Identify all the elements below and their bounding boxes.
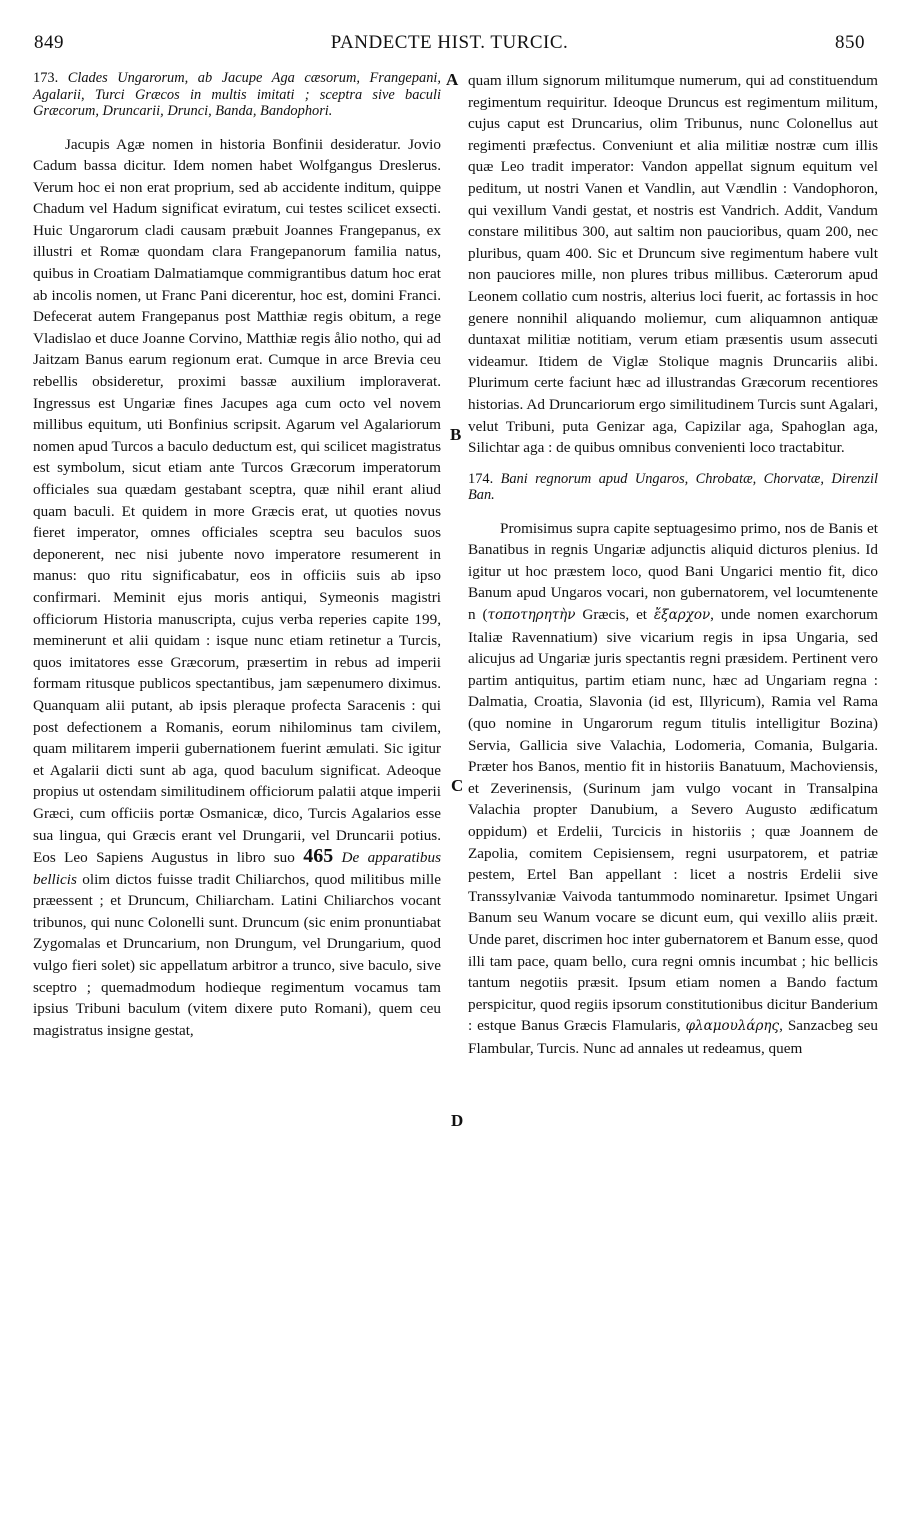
right-column bbox=[468, 70, 878, 1060]
running-title: PANDECTE HIST. TURCIC. bbox=[330, 32, 569, 53]
paragraph-text: , Sanzacbeg seu Flambular, Turcis. Nunc ad annales ut redeamus, quem bbox=[468, 1017, 878, 1057]
margin-letter-a: A bbox=[446, 70, 459, 89]
section-title: Bani regnorum apud Ungaros, Chrobatæ, Chorvatæ, Direnzil Ban. bbox=[468, 470, 878, 504]
section-heading-173 bbox=[33, 70, 441, 120]
margin-letter-d: D bbox=[451, 1111, 464, 1130]
paragraph-text: , unde nomen exarchorum Italiæ Ravennatium) sive vicarium regis in ipsa Ungaria, sed alicujus ad Ungariæ juris spectantis regni præsidem. Pertinent vero partim antiquitus, partim etiam nunc, hæc ad Ungariam regna : Dalmatia, Croatia, Slavonia (id est, Illyricum), Ramia vel Rama (quo nomine in Ungarorum regum titulis intelligitur Bozina) Servia, Gallicia sive Valachia, Lodomeria, Comania, Bulgaria. Præter hos Banos, mentio fit in historiis Banatuum, Machoviensis, et Zeverinensis, (Surinum jam vulgo vocant in Transalpina Valachia propter Danubium, a Severo Augusto ædificatum oppidum) et Erdelii, Turcicis in historiis ; quæ Joannem de Zapolia, comitem Cepisiensem, regni usurpatorem, et patriæ pestem, Ertel Ban appellant : licet a nostris Erdelii sive Transsylvaniæ Vaivoda tantummodo nominaretur. Ipsimet Ungari Banum seu Wanum vocare se dicunt eum, qui vexillo aliis præit. Unde paret, discrimen hoc inter gubernatorem et Banum esse, quod illi tam pace, quam bello, cura regni omnis incumbat ; hic bellicis tantum negotiis præsit. Ipsum etiam nomen a Bando factum perspicitur, quod regiis ipsorum constitutionibus dicitur Banderium : estque Banus Græcis Flamularis, bbox=[468, 606, 878, 1035]
margin-letter-b: B bbox=[450, 425, 462, 444]
page-number-right: 850 bbox=[835, 32, 865, 53]
left-column bbox=[33, 70, 441, 1041]
greek-term: ἔξαρχον bbox=[653, 607, 711, 624]
paragraph-text: quam illum signorum militumque numerum, qui ad constituendum regimentum requiritur. Ideoque Druncus est regimentum militum, cujus caput est Druncarius, olim Tribunus, nunc Colonellus aut regimenti præfectus. Conveniunt et alia militiæ nostræ cum illis quæ Leo tradit imperator: Vandon appellat signum equitum vel peditum, ut nostri Vanen et Vandlin, aut Vændlin : Vandophoron, qui vexillum Vandi gestat, et nostris est Vandrich. Addit, Vandum constare militibus 300, aut saltim non paucioribus, quam 200, nec pluribus, quam 400. Sic et Druncum sive regimentum habere vult non pauciores mille, non plures tribus millibus. Cæterorum apud Leonem collatio cum nostris, alterius loci fuerit, ac fortassis in hoc genere nonnihil aliquando moliemur, cum aliquamnon antiquæ duntaxat militiæ notitiam, verum etiam præsentis usum assecuti videamur. Itidem de Viglæ Stolique magnis Druncariis alibi. Plurimum certe faciunt hæc ad illustrandas Græcorum recentiores historias. Ad Druncariorum ergo similitudinem Turcis sunt Agalari, velut Tribuni, puta Genizar aga, Capizilar aga, Spahoglan aga, Silichtar aga : de quibus omnibus convenienti loco tractabitur. bbox=[468, 72, 878, 457]
reference-title: De apparatibus bellicis bbox=[33, 849, 441, 888]
reference-number: 465 bbox=[303, 845, 334, 868]
section-number: 174. bbox=[468, 470, 494, 487]
section-number: 173. bbox=[33, 70, 59, 86]
greek-term: φλαμουλάρης bbox=[685, 1018, 780, 1035]
margin-letter-c: C bbox=[451, 776, 464, 795]
paragraph-text: Jacupis Agæ nomen in historia Bonfinii desideratur. Jovio Cadum bassa dicitur. Idem nomen habet Wolfgangus Dreslerus. Verum hoc ei non erat proprium, sed ab accidente inditum, quippe Chadum vel Hadum significat eviratum, cui testes scilicet exsecti. Huic Ungarorum cladi causam præbuit Joannes Frangepanus, ex illustri et Romæ quondam clara Frangepanorum familia natus, quibus in Croatiam Dalmatiamque commigrantibus datum hoc erat ab incolis nomen, ut Franc Pani dicerentur, hoc est, domini Franci. Defecerat autem Frangepanus post Matthiæ regis obitum, a rege Vladislao et duce Joanne Corvino, Matthiæ regis ålio notho, qui ad Jaitzam Banus earum regionum erat. Cumque in arce Brevia ceu rebellis obsideretur, proximi bassæ auxilium imploraverat. Ingressus est Ungariæ fines Jacupes aga cum octo vel novem millibus equitum, uti Bonfinius scripsit. Agarum vel Agalariorum nomen apud Turcos a baculo deductum est, qui scilicet magistratus est symbolum, sicut etiam ante Turcos Græcorum imperatorum officiales sua quædam gestabant sceptra, quæ nihil erant aliud quam baculi. Et quidem in more Græcis erat, ut quoties novus fieret imperator, omnes officiales sceptra seu baculos suos deponerent, nec nisi jubente novo imperatore resumerent in manus: quo ritu significabatur, eos in officiis suis ab ipso confirmari. Meminit ejus moris antiqui, Symeonis magistri officiorum Historia manuscripta, cujus verba reperies capite 199, meminerunt et alii quidam : isque nunc etiam retinetur a Turcis, quos imitatores esse Græcorum, præsertim in rebus ad imperii formam ritusque publicos spectantibus, jam sæpenumero diximus. Quanquam alii putant, ab ipsis pleraque profecta Saracenis : qui post defectionem a Romanis, eorum nihilominus tam civilem, quam militarem imperii gubernationem fuerint æmulati. Sic igitur et Agalarii dicti sunt ab aga, quod baculum significat. Adeoque propius ut ostendam similitudinem officiorum palatii atque imperii Græci, cum officiis portæ Osmanicæ, dico, Turcis Agalarios esse sua lingua, qui Græcis erant vel Drungarii, vel Druncarii potius. Eos Leo Sapiens Augustus in libro suo bbox=[33, 135, 441, 867]
continued-paragraph bbox=[468, 70, 878, 459]
section-title: Clades Ungarorum, ab Jacupe Aga cæsorum, Frangepani, Agalarii, Turci Græcos in multis imitati ; sceptra sive baculi Græcorum, Druncarii, Drunci, Banda, Bandophori. bbox=[33, 70, 441, 119]
running-header bbox=[34, 32, 865, 58]
greek-term: τοποτηρητὴν bbox=[487, 607, 576, 624]
paragraph-text: Promisimus supra capite septuagesimo primo, nos de Banis et Banatibus in regnis Ungariæ adjunctis aliquid dicturos plenius. Id igitur ut hoc præstem loco, quod Bani Ungarici mentio fit, dico Banum apud Ungaros vocari, non gubernatorem, vel locumtenente n ( bbox=[468, 519, 878, 624]
page-number-left: 849 bbox=[34, 32, 64, 53]
body-paragraph bbox=[468, 518, 878, 1060]
paragraph-text: Græcis, et bbox=[575, 606, 654, 624]
body-paragraph bbox=[33, 134, 441, 1042]
paragraph-text-end: olim dictos fuisse tradit Chiliarchos, quod militibus mille præessent ; et Druncum, Chiliarcham. Latini Chiliarchos vocant tribunos, qui nunc Colonelli sunt. Druncum (sic enim pronuntiabat Zygomalas et Druncarium, non Drungum, vel Drungarium, quod vulgo fieri solet) sic appellatum arbitror a trunco, sive baculo, sive sceptro ; quemadmodum hodieque regimentum vocamus tam ipsius Tribuni baculum (vitem dixere puto Romani), quem ceu magistratus insigne gestat, bbox=[33, 870, 441, 1039]
section-heading-174 bbox=[468, 471, 878, 504]
